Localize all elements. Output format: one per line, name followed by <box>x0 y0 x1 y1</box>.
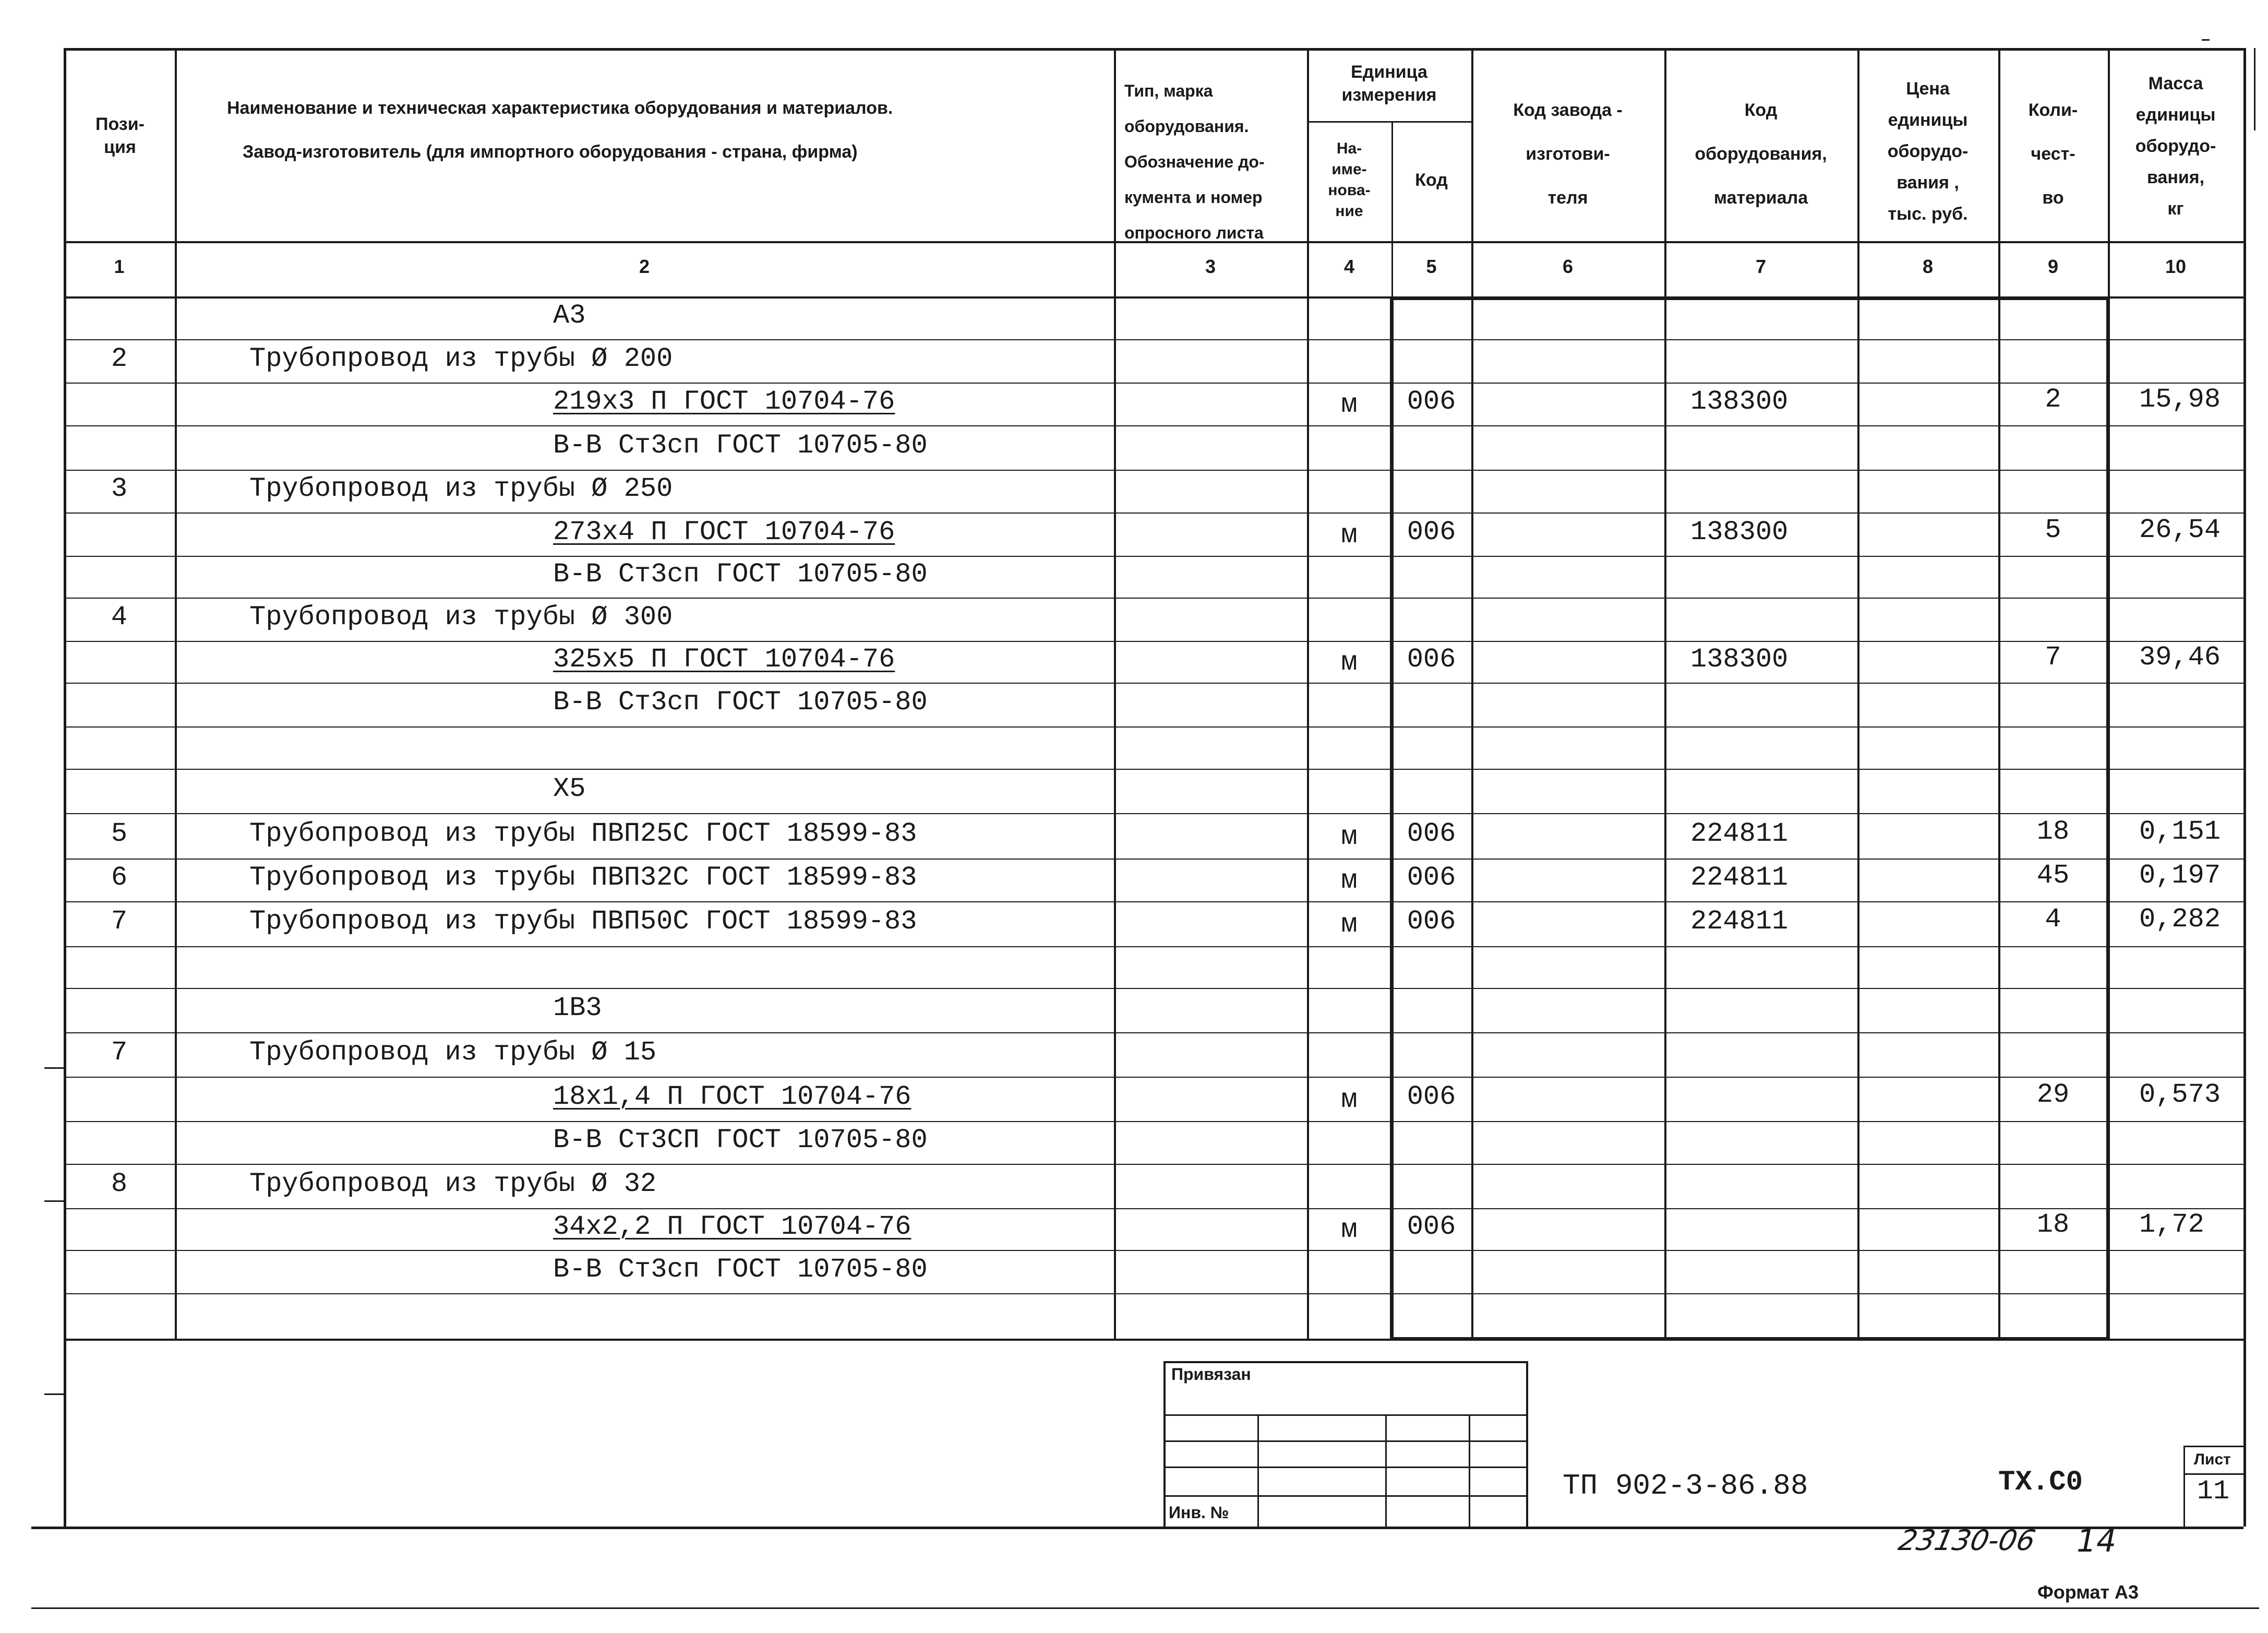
header-unit-code: Код <box>1415 170 1448 190</box>
row-mass: 26,54 <box>2139 514 2221 545</box>
row-mass: 39,46 <box>2139 642 2221 673</box>
row-position: 7 <box>111 1036 128 1068</box>
row-unit: м <box>1341 821 1358 852</box>
row-name: 219х3 П ГОСТ 10704-76 <box>553 386 895 417</box>
row-mass: 1,72 <box>2139 1209 2204 1240</box>
row-name: Трубопровод из трубы ПВП25С ГОСТ 18599-83 <box>249 818 917 849</box>
row-unit-code: 006 <box>1407 818 1456 849</box>
row-line <box>64 769 2243 770</box>
row-name: 34х2,2 П ГОСТ 10704-76 <box>553 1211 911 1242</box>
column-line <box>1307 48 1309 1339</box>
row-name: В-В Ст3сп ГОСТ 10705-80 <box>553 559 928 590</box>
section-code: ТХ.С0 <box>1998 1467 2083 1498</box>
row-line <box>64 726 2243 728</box>
column-number: 8 <box>1922 256 1934 277</box>
column-number: 6 <box>1562 256 1574 277</box>
page-bottom-line <box>31 1607 2259 1609</box>
row-unit: м <box>1341 865 1358 896</box>
column-line <box>1471 48 1473 1339</box>
row-name: Трубопровод из трубы ПВП50С ГОСТ 18599-83 <box>249 906 917 937</box>
handwritten-page: 14 <box>2077 1523 2117 1559</box>
row-material-code: 138300 <box>1690 644 1789 675</box>
row-mass: 0,573 <box>2139 1079 2221 1110</box>
header-name-line1: Наименование и техническая характеристика оборудования и материалов. <box>227 98 893 118</box>
row-unit-code: 006 <box>1407 862 1456 893</box>
row-quantity: 29 <box>2036 1079 2070 1110</box>
row-unit: м <box>1341 909 1358 940</box>
column-number: 2 <box>639 256 650 277</box>
header-name <box>175 94 1114 177</box>
row-line <box>64 1164 2243 1165</box>
row-position: 3 <box>111 473 128 504</box>
row-quantity: 18 <box>2036 816 2070 847</box>
header-material-code: Код оборудования, материала <box>1695 100 1827 208</box>
row-name: Трубопровод из трубы Ø 32 <box>249 1168 657 1199</box>
row-line <box>64 512 2243 514</box>
column-number: 3 <box>1205 256 1216 277</box>
column-line <box>1998 48 2000 1339</box>
row-name: 18х1,4 П ГОСТ 10704-76 <box>553 1081 911 1112</box>
stamp-line <box>1163 1495 1526 1497</box>
row-line <box>64 988 2243 989</box>
row-mass: 0,197 <box>2139 860 2221 891</box>
row-name: Трубопровод из трубы ПВП32С ГОСТ 18599-83 <box>249 862 917 893</box>
row-quantity: 18 <box>2036 1209 2070 1240</box>
row-unit-code: 006 <box>1407 1081 1456 1112</box>
sheet-number: 11 <box>2197 1476 2230 1507</box>
stamp-line <box>1469 1414 1470 1527</box>
row-position: 8 <box>111 1168 128 1199</box>
row-quantity: 7 <box>2045 642 2061 673</box>
row-quantity: 2 <box>2045 384 2061 415</box>
row-line <box>64 1032 2243 1033</box>
row-unit-code: 006 <box>1407 386 1456 417</box>
column-line <box>175 48 177 1339</box>
header-unit-name: На- име- нова- ние <box>1328 140 1371 220</box>
row-unit: м <box>1341 519 1358 551</box>
row-position: 4 <box>111 601 128 633</box>
row-unit-code: 006 <box>1407 1211 1456 1242</box>
row-name: В-В Ст3сп ГОСТ 10705-80 <box>553 1254 928 1285</box>
row-material-code: 224811 <box>1690 906 1789 937</box>
row-quantity: 45 <box>2036 860 2070 891</box>
row-name: Трубопровод из трубы Ø 300 <box>249 601 673 633</box>
row-position: 5 <box>111 818 128 849</box>
row-line <box>64 1208 2243 1209</box>
format-label: Формат А3 <box>2037 1581 2139 1603</box>
row-material-code: 138300 <box>1690 386 1789 417</box>
row-unit: м <box>1341 389 1358 420</box>
margin-tick <box>44 1393 64 1395</box>
row-quantity: 5 <box>2045 514 2061 545</box>
thick-line <box>1390 296 1394 1339</box>
stamp-line <box>1163 1361 1526 1363</box>
document-code: ТП 902-3-86.88 <box>1563 1469 1808 1503</box>
stamp-line <box>1385 1414 1387 1527</box>
sheet-box <box>2183 1446 2243 1447</box>
column-line <box>1664 48 1666 1339</box>
row-line <box>64 1077 2243 1078</box>
column-number: 1 <box>114 256 125 277</box>
row-unit: м <box>1341 647 1358 678</box>
row-line <box>64 1293 2243 1294</box>
row-line <box>64 339 2243 340</box>
thick-line <box>1390 296 2109 300</box>
row-name: А3 <box>553 300 586 331</box>
frame-top <box>64 48 2243 51</box>
column-number: 4 <box>1343 256 1355 277</box>
row-quantity: 4 <box>2045 904 2061 935</box>
row-line <box>64 556 2243 557</box>
row-line <box>64 598 2243 599</box>
row-mass: 15,98 <box>2139 384 2221 415</box>
stamp-line <box>1526 1361 1528 1527</box>
row-line <box>64 683 2243 684</box>
header-type: Тип, марка оборудования. Обозначение до- кумента и номер опросного листа <box>1124 81 1265 242</box>
row-name: 325х5 П ГОСТ 10704-76 <box>553 644 895 675</box>
handwritten-archive-number: 23130-06 <box>1895 1524 2038 1557</box>
stamp-line <box>1257 1414 1259 1527</box>
row-line <box>64 383 2243 384</box>
header-factory-code: Код завода - изготови- теля <box>1513 100 1623 208</box>
row-line <box>64 470 2243 471</box>
column-line <box>1857 48 1859 1339</box>
row-line <box>64 859 2243 860</box>
row-line <box>64 946 2243 947</box>
header-unit-group: Единица измерения <box>1341 62 1437 105</box>
column-number: 10 <box>2165 256 2187 277</box>
column-number: 7 <box>1755 256 1767 277</box>
row-line <box>64 641 2243 642</box>
row-line <box>64 901 2243 902</box>
stamp-line <box>1163 1440 1526 1442</box>
row-name: Трубопровод из трубы Ø 15 <box>249 1036 657 1068</box>
row-material-code: 224811 <box>1690 862 1789 893</box>
sheet-box <box>2183 1446 2185 1527</box>
column-number: 9 <box>2047 256 2059 277</box>
header-mass: Масса единицы оборудо- вания, кг <box>2135 74 2216 219</box>
row-name: Трубопровод из трубы Ø 250 <box>249 473 673 504</box>
row-name: 273х4 П ГОСТ 10704-76 <box>553 516 895 547</box>
row-name: Х5 <box>553 773 586 804</box>
margin-tick <box>44 1067 64 1069</box>
row-mass: 0,151 <box>2139 816 2221 847</box>
row-position: 6 <box>111 862 128 893</box>
stamp-privyazan: Привязан <box>1171 1365 1251 1384</box>
row-name: 1В3 <box>553 992 602 1023</box>
row-position: 2 <box>111 343 128 374</box>
stamp-line <box>1163 1414 1526 1416</box>
column-line <box>1114 48 1116 1339</box>
row-name: В-В Ст3СП ГОСТ 10705-80 <box>553 1125 928 1155</box>
header-quantity: Коли- чест- во <box>2028 100 2078 208</box>
row-unit-code: 006 <box>1407 644 1456 675</box>
header-name-line2: Завод-изготовитель (для импортного оборудования - страна, фирма) <box>243 142 858 162</box>
margin-mark <box>2202 39 2210 41</box>
row-line <box>64 813 2243 814</box>
header-price: Цена единицы оборудо- вания , тыс. руб. <box>1887 79 1969 224</box>
stamp-line <box>1163 1467 1526 1468</box>
row-material-code: 224811 <box>1690 818 1789 849</box>
sheet-box <box>2183 1473 2243 1475</box>
row-line <box>64 1121 2243 1122</box>
row-name: В-В Ст3сп ГОСТ 10705-80 <box>553 687 928 718</box>
header-position: Пози- ция <box>95 114 145 157</box>
row-material-code: 138300 <box>1690 516 1789 547</box>
row-line <box>64 1250 2243 1251</box>
frame-right <box>2243 48 2246 1527</box>
margin-tick <box>44 1200 64 1202</box>
row-unit-code: 006 <box>1407 906 1456 937</box>
body-bottom <box>64 1339 2243 1341</box>
sheet-label: Лист <box>2194 1451 2231 1468</box>
row-name: Трубопровод из трубы Ø 200 <box>249 343 673 374</box>
column-number: 5 <box>1426 256 1437 277</box>
stamp-inv: Инв. № <box>1169 1503 1229 1522</box>
stamp-line <box>1163 1361 1166 1527</box>
row-position: 7 <box>111 906 128 937</box>
row-unit-code: 006 <box>1407 516 1456 547</box>
row-line <box>64 425 2243 426</box>
row-name: В-В Ст3сп ГОСТ 10705-80 <box>553 430 928 461</box>
margin-mark <box>2254 48 2255 130</box>
row-mass: 0,282 <box>2139 904 2221 935</box>
row-unit: м <box>1341 1084 1358 1115</box>
row-unit: м <box>1341 1214 1358 1245</box>
